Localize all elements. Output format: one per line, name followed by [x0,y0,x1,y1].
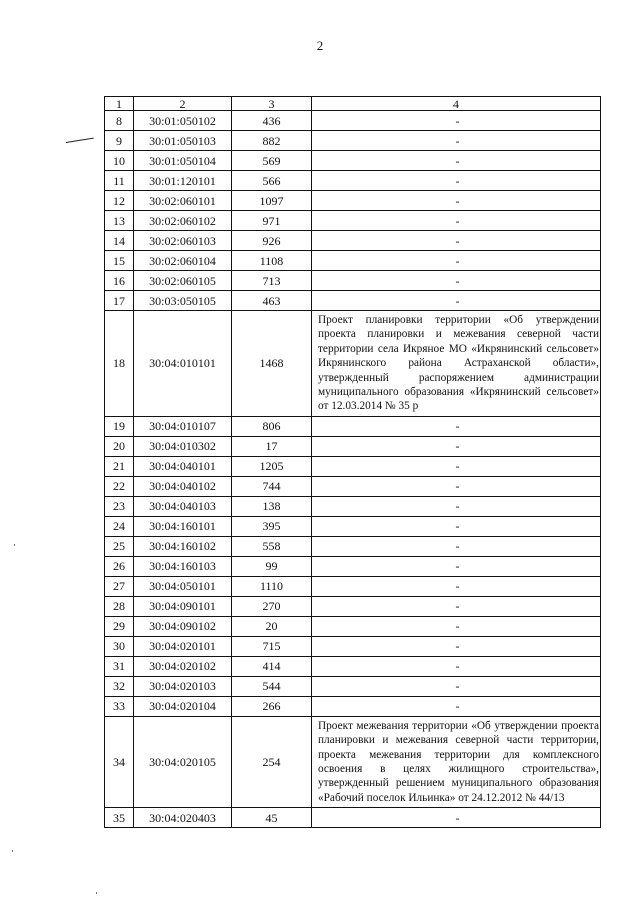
header-col-4: 4 [312,97,601,111]
table-row [105,716,601,807]
row-number: 12 [105,191,134,211]
scan-speck [12,850,13,852]
table-row [105,476,601,496]
table-row [105,191,601,211]
table-row [105,151,601,171]
row-value: 1097 [232,191,312,211]
row-number: 23 [105,496,134,516]
cadastral-code: 30:04:020102 [134,656,232,676]
row-note: - [312,171,601,191]
row-number: 26 [105,556,134,576]
row-value: 138 [232,496,312,516]
cadastral-code: 30:01:050104 [134,151,232,171]
row-note: - [312,496,601,516]
cadastral-code: 30:04:090101 [134,596,232,616]
row-value: 17 [232,436,312,456]
table-row [105,496,601,516]
table-row [105,171,601,191]
row-value: 254 [232,716,312,807]
row-note: - [312,556,601,576]
row-value: 1110 [232,576,312,596]
row-number: 15 [105,251,134,271]
row-value: 99 [232,556,312,576]
row-note: - [312,808,601,828]
row-note: - [312,191,601,211]
row-value: 266 [232,696,312,716]
registry-body [105,97,601,828]
row-value: 1468 [232,311,312,417]
table-row [105,311,601,417]
cadastral-code: 30:02:060101 [134,191,232,211]
row-value: 926 [232,231,312,251]
row-number: 16 [105,271,134,291]
row-note: - [312,696,601,716]
table-row [105,808,601,828]
row-note: - [312,111,601,131]
row-note: - [312,516,601,536]
row-number: 35 [105,808,134,828]
table-row [105,231,601,251]
row-value: 882 [232,131,312,151]
table-row [105,271,601,291]
row-note: - [312,456,601,476]
row-value: 270 [232,596,312,616]
row-note: - [312,151,601,171]
row-note: - [312,576,601,596]
cadastral-code: 30:04:020105 [134,716,232,807]
cadastral-code: 30:04:160102 [134,536,232,556]
row-note: - [312,131,601,151]
row-value: 569 [232,151,312,171]
row-number: 33 [105,696,134,716]
cadastral-code: 30:01:050102 [134,111,232,131]
header-col-1: 1 [105,97,134,111]
cadastral-code: 30:02:060103 [134,231,232,251]
row-value: 45 [232,808,312,828]
row-note: - [312,211,601,231]
row-number: 34 [105,716,134,807]
row-number: 25 [105,536,134,556]
row-note: - [312,291,601,311]
row-note: - [312,676,601,696]
row-value: 1108 [232,251,312,271]
row-number: 8 [105,111,134,131]
row-note: - [312,616,601,636]
row-note: - [312,656,601,676]
table-row [105,656,601,676]
row-number: 29 [105,616,134,636]
cadastral-code: 30:04:010302 [134,436,232,456]
row-note: Проект межевания территории «Об утверждении проекта планировки и межевания северной части территории, проекта межевания территории для комплексного освоения в целях жилищного строительства», утвержденный решением муниципального образования «Рабочий поселок Ильинка» от 24.12.2012 № 44/13 [312,716,601,807]
cadastral-code: 30:04:010101 [134,311,232,417]
cadastral-code: 30:04:050101 [134,576,232,596]
header-col-2: 2 [134,97,232,111]
cadastral-code: 30:04:010107 [134,416,232,436]
row-value: 463 [232,291,312,311]
table-row [105,211,601,231]
row-note: - [312,436,601,456]
row-note: - [312,416,601,436]
table-row [105,111,601,131]
row-note: - [312,636,601,656]
cadastral-code: 30:02:060104 [134,251,232,271]
row-value: 20 [232,616,312,636]
row-value: 414 [232,656,312,676]
row-number: 9 [105,131,134,151]
row-number: 11 [105,171,134,191]
table-row [105,636,601,656]
cadastral-code: 30:04:020104 [134,696,232,716]
table-row [105,436,601,456]
cadastral-code: 30:04:020101 [134,636,232,656]
margin-mark [66,138,94,143]
table-row [105,696,601,716]
table-row [105,536,601,556]
cadastral-code: 30:03:050105 [134,291,232,311]
row-note: - [312,596,601,616]
cadastral-code: 30:01:050103 [134,131,232,151]
row-note: Проект планировки территории «Об утверждении проекта планировки и межевания северной части территории села Икряное МО «Икрянинский сельсовет» Икрянинского района Астраханской области», утвержденный распоряжением администрации муниципального образования «Икрянинский сельсовет» от 12.03.2014 № 35 р [312,311,601,417]
row-value: 1205 [232,456,312,476]
cadastral-code: 30:04:040102 [134,476,232,496]
row-number: 10 [105,151,134,171]
row-value: 715 [232,636,312,656]
row-value: 713 [232,271,312,291]
row-value: 436 [232,111,312,131]
cadastral-code: 30:04:040101 [134,456,232,476]
table-row [105,456,601,476]
row-number: 24 [105,516,134,536]
row-value: 566 [232,171,312,191]
row-note: - [312,476,601,496]
scan-speck [14,544,15,546]
row-number: 17 [105,291,134,311]
row-value: 806 [232,416,312,436]
row-value: 395 [232,516,312,536]
table-row [105,251,601,271]
cadastral-code: 30:02:060105 [134,271,232,291]
row-number: 30 [105,636,134,656]
row-note: - [312,271,601,291]
row-value: 544 [232,676,312,696]
table-row [105,616,601,636]
row-number: 18 [105,311,134,417]
cadastral-code: 30:01:120101 [134,171,232,191]
cadastral-code: 30:04:160103 [134,556,232,576]
row-number: 19 [105,416,134,436]
cadastral-code: 30:04:020403 [134,808,232,828]
scan-speck [96,892,97,894]
cadastral-code: 30:04:020103 [134,676,232,696]
page-number: 2 [316,38,324,53]
table-row [105,131,601,151]
row-number: 14 [105,231,134,251]
registry-table [104,96,601,828]
row-value: 744 [232,476,312,496]
cadastral-code: 30:04:090102 [134,616,232,636]
row-number: 27 [105,576,134,596]
row-value: 558 [232,536,312,556]
row-note: - [312,231,601,251]
table-row [105,576,601,596]
row-note: - [312,536,601,556]
cadastral-code: 30:02:060102 [134,211,232,231]
header-col-3: 3 [232,97,312,111]
table-row [105,416,601,436]
cadastral-code: 30:04:160101 [134,516,232,536]
row-number: 32 [105,676,134,696]
row-number: 22 [105,476,134,496]
table-header-row [105,97,601,111]
row-note: - [312,251,601,271]
row-number: 31 [105,656,134,676]
cadastral-code: 30:04:040103 [134,496,232,516]
table-row [105,556,601,576]
table-row [105,596,601,616]
row-number: 20 [105,436,134,456]
row-number: 21 [105,456,134,476]
row-value: 971 [232,211,312,231]
table-row [105,676,601,696]
table-row [105,291,601,311]
row-number: 13 [105,211,134,231]
row-number: 28 [105,596,134,616]
table-row [105,516,601,536]
